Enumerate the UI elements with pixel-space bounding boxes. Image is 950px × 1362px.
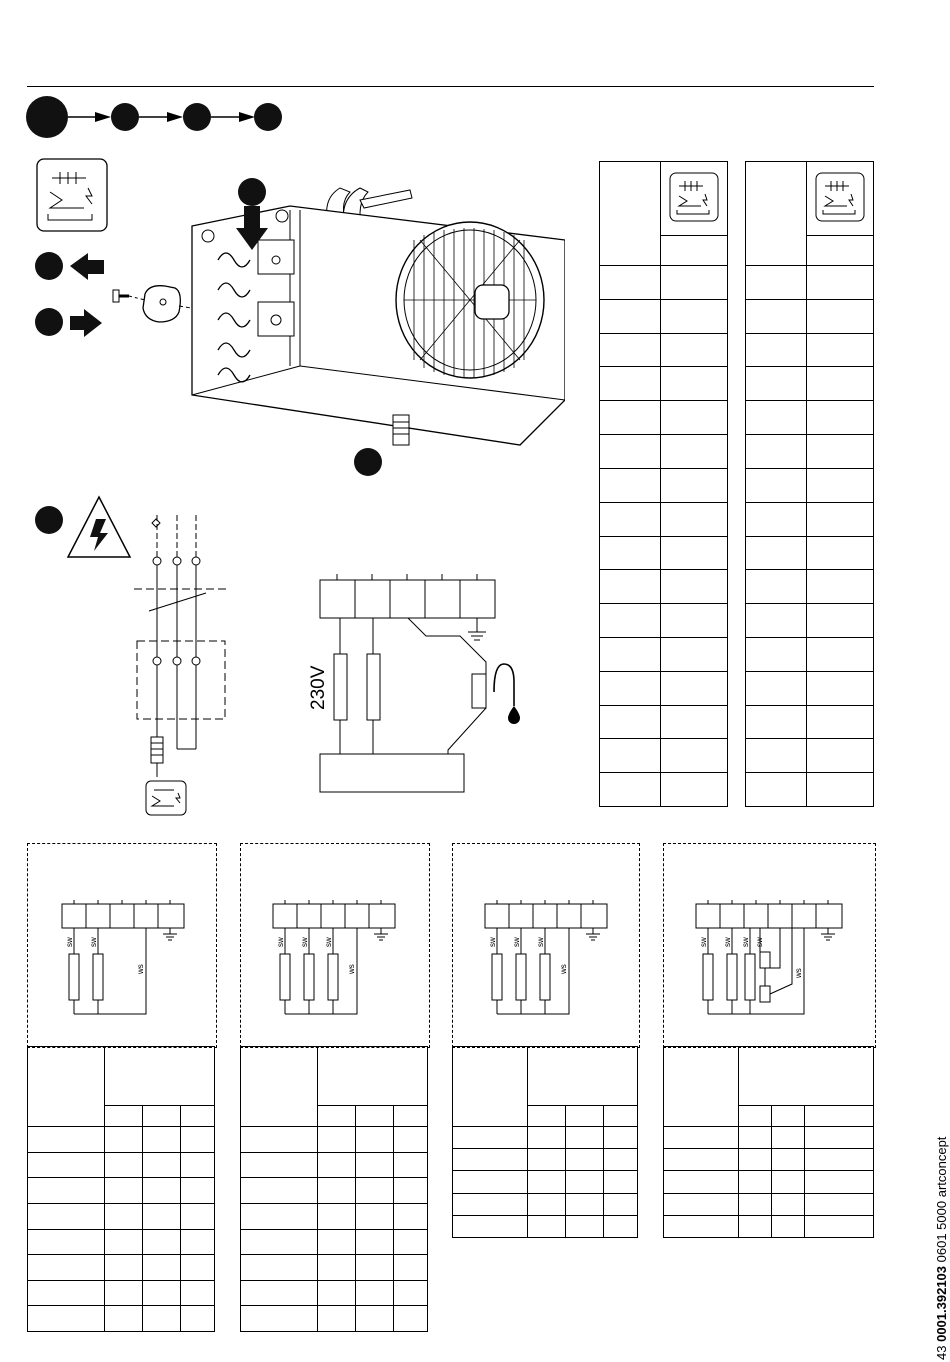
voltage-label: 230V: [308, 665, 329, 710]
wire-label: sw: [741, 937, 750, 947]
heater-table-right: [745, 161, 874, 807]
wire-label: sw: [300, 937, 309, 947]
insert-arrow-step: [34, 305, 110, 341]
wiring-panel-4: [663, 843, 876, 1048]
wire-label: sw: [755, 937, 764, 947]
heater-table-left: [599, 161, 728, 807]
wire-label: sw: [488, 937, 497, 947]
screw-icon: [113, 290, 129, 302]
drop-icon: [508, 706, 520, 724]
wire-label: sw: [723, 937, 732, 947]
ground-label: ws: [794, 968, 803, 978]
ground-label: ws: [136, 964, 145, 974]
wire-label: sw: [65, 937, 74, 947]
date-code: 0601 5000: [934, 1200, 949, 1263]
cooler-unit-illustration: [190, 170, 565, 480]
wiring-panel-1: [27, 843, 217, 1048]
wire-label: sw: [699, 937, 708, 947]
heater-symbol-icon: [815, 172, 865, 222]
remove-arrow-step: [34, 250, 110, 284]
step-sequence: [25, 94, 290, 142]
heater-symbol-icon: [669, 172, 719, 222]
wire-label: sw: [512, 937, 521, 947]
wiring-panel-2: [240, 843, 430, 1048]
doc-code: 0001.392103: [934, 1265, 949, 1342]
ground-label: ws: [559, 964, 568, 974]
footer-code: [934, 1137, 949, 1360]
wire-label: sw: [536, 937, 545, 947]
header-rule: [27, 86, 874, 87]
ground-label: ws: [347, 964, 356, 974]
drain-step-circle: [354, 448, 382, 476]
warning-step-circle: [35, 506, 63, 534]
cover-plate-icon: [143, 286, 180, 322]
step-arrow-icon: [95, 112, 111, 122]
step-circle-4: [254, 103, 282, 131]
wiring-table-2: [240, 1046, 428, 1332]
supply-schematic: [34, 493, 244, 818]
heater-symbol-small-icon: [146, 781, 186, 815]
page-number: 43: [934, 1345, 949, 1360]
step-arrow-icon: [239, 112, 255, 122]
terminal-schematic: [300, 574, 545, 796]
step-circle-1: [26, 96, 68, 138]
agency-name: artconcept: [934, 1136, 949, 1198]
wiring-panel-3: [452, 843, 640, 1048]
step-circle-3: [183, 103, 211, 131]
heater-symbol-icon: [36, 158, 108, 232]
step-circle-2: [111, 103, 139, 131]
wire-label: sw: [276, 937, 285, 947]
step-arrow-icon: [167, 112, 183, 122]
wire-label: sw: [324, 937, 333, 947]
wiring-table-1: [27, 1046, 215, 1332]
arrow-right-icon: [70, 309, 102, 337]
wiring-table-3: [452, 1046, 638, 1238]
wire-label: sw: [89, 937, 98, 947]
wiring-table-4: [663, 1046, 874, 1238]
arrow-left-icon: [70, 253, 104, 280]
